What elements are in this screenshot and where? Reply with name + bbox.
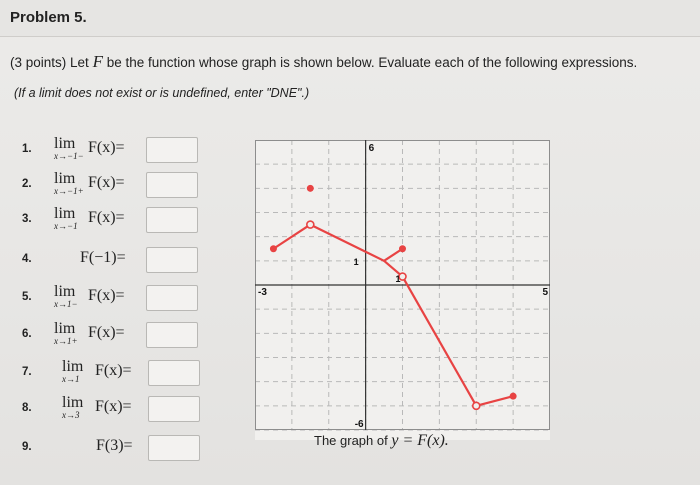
problem-row xyxy=(0,433,230,463)
limit-operator xyxy=(54,283,78,309)
filled-endpoint xyxy=(270,245,277,252)
filled-endpoint xyxy=(510,393,517,400)
function-expression: F(−1)= xyxy=(80,249,126,266)
problem-row xyxy=(0,394,230,424)
problem-row xyxy=(0,245,230,275)
x-tick-label: 1 xyxy=(395,274,401,284)
problem-number: 4. xyxy=(22,253,32,265)
open-circle xyxy=(307,221,314,228)
limit-subscript: x→3 xyxy=(62,410,80,420)
y-tick-label: 1 xyxy=(353,256,359,267)
instructions-points: (3 points) Let xyxy=(10,55,89,70)
problem-number: 5. xyxy=(22,291,32,303)
problem-row xyxy=(0,358,230,388)
function-expression: F(x)= xyxy=(88,139,125,156)
instructions xyxy=(10,52,637,72)
problem-row xyxy=(0,320,230,350)
limit-operator xyxy=(62,358,83,384)
answer-input[interactable] xyxy=(146,285,198,311)
caption-math: y = F(x). xyxy=(391,432,449,449)
limit-operator xyxy=(54,205,78,231)
problem-number: 3. xyxy=(22,213,32,225)
function-expression: F(x)= xyxy=(88,209,125,226)
y-max-label: 6 xyxy=(368,143,375,154)
problem-number: 9. xyxy=(22,441,32,453)
answer-input[interactable] xyxy=(148,435,200,461)
limit-subscript: x→−1− xyxy=(54,151,84,161)
header-band xyxy=(0,0,700,37)
function-expression: F(x)= xyxy=(95,398,132,415)
function-expression: F(x)= xyxy=(88,174,125,191)
limit-subscript: x→1+ xyxy=(54,336,78,346)
problem-number: 1. xyxy=(22,143,32,155)
limit-word: lim xyxy=(54,205,76,222)
limit-subscript: x→−1+ xyxy=(54,186,84,196)
isolated-point xyxy=(307,185,314,192)
problem-number: 2. xyxy=(22,178,32,190)
function-graph xyxy=(255,140,550,440)
open-circle xyxy=(473,402,480,409)
problem-row xyxy=(0,135,230,165)
problem-row xyxy=(0,170,230,200)
problem-number: 6. xyxy=(22,328,32,340)
function-name: F xyxy=(92,52,103,71)
limit-subscript: x→1− xyxy=(54,299,78,309)
limit-operator xyxy=(54,170,84,196)
dne-note: (If a limit does not exist or is undefined, enter "DNE".) xyxy=(14,86,310,100)
answer-input[interactable] xyxy=(146,247,198,273)
limit-operator xyxy=(62,394,83,420)
problem-row xyxy=(0,283,230,313)
answer-input[interactable] xyxy=(146,137,198,163)
y-min-label: -6 xyxy=(354,419,364,430)
function-expression: F(x)= xyxy=(95,362,132,379)
limit-operator xyxy=(54,320,78,346)
answer-input[interactable] xyxy=(148,360,200,386)
answer-input[interactable] xyxy=(146,322,198,348)
limit-word: lim xyxy=(54,170,76,187)
function-expression: F(x)= xyxy=(88,324,125,341)
limit-word: lim xyxy=(62,358,84,375)
answer-input[interactable] xyxy=(146,207,198,233)
limit-subscript: x→1 xyxy=(62,374,80,384)
answer-input[interactable] xyxy=(148,396,200,422)
x-min-label: -3 xyxy=(258,287,267,298)
limit-operator xyxy=(54,135,84,161)
problem-title: Problem 5. xyxy=(10,9,87,26)
limit-word: lim xyxy=(54,320,76,337)
function-expression: F(x)= xyxy=(88,287,125,304)
caption-prefix: The graph of xyxy=(314,433,388,448)
graph-svg xyxy=(255,140,550,440)
problem-number: 8. xyxy=(22,402,32,414)
limit-word: lim xyxy=(62,394,84,411)
answer-input[interactable] xyxy=(146,172,198,198)
graph-caption xyxy=(314,432,449,450)
problem-number: 7. xyxy=(22,366,32,378)
x-max-label: 5 xyxy=(542,287,548,298)
limit-word: lim xyxy=(54,283,76,300)
limit-subscript: x→−1 xyxy=(54,221,78,231)
instructions-rest: be the function whose graph is shown below. Evaluate each of the following expressions. xyxy=(106,55,638,70)
function-expression: F(3)= xyxy=(96,437,133,454)
limit-word: lim xyxy=(54,135,76,152)
problem-row xyxy=(0,205,230,235)
